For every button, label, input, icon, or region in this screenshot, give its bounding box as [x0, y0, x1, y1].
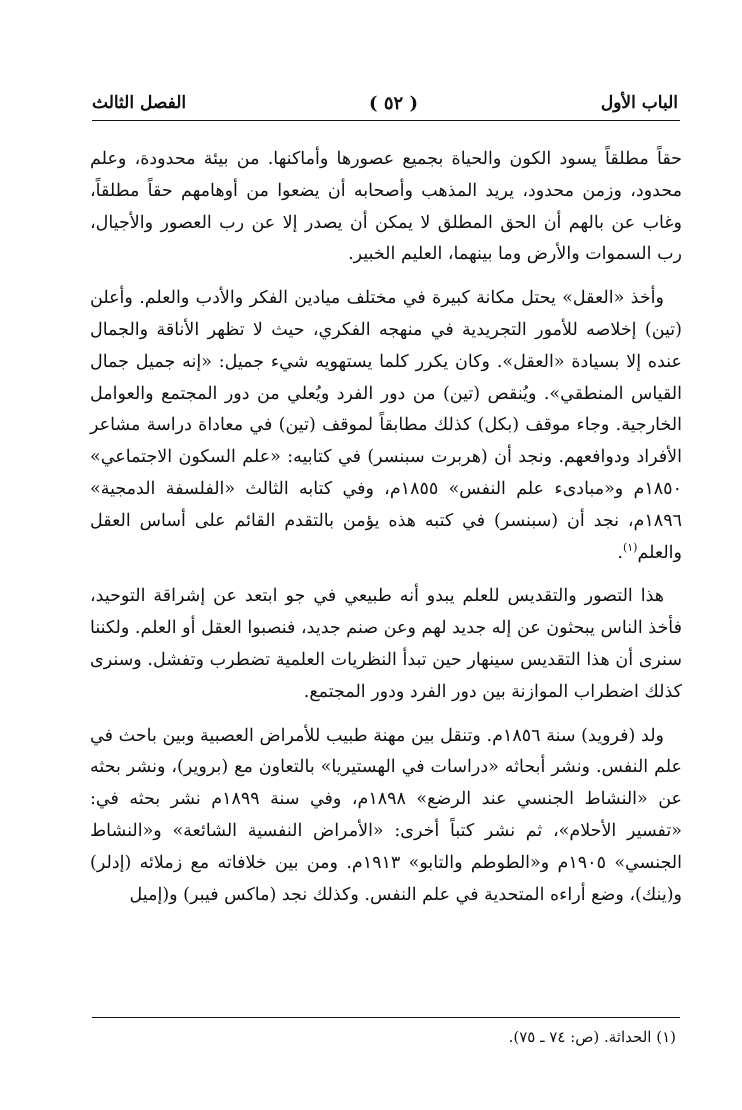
body-text — [90, 144, 682, 923]
page-number: ( ٥٢ ) — [369, 92, 418, 114]
running-head-chapter: الباب الأول — [600, 93, 678, 113]
page-header — [92, 88, 678, 118]
running-head-section: الفصل الثالث — [92, 93, 187, 113]
paragraph-4: ولد (فرويد) سنة ١٨٥٦م. وتنقل بين مهنة طبيب للأمراض العصبية وبين باحث في علم النفس. ونشر أبحاثه «دراسات في الهستيريا» بالتعاون مع (بروير)، ونشر بحثه عن «النشاط الجنسي عند الرضع» ١٨٩٨م، وفي سنة ١٨٩٩م نشر بحثه في: «تفسير الأحلام»، ثم نشر كتباً أخرى: «الأمراض النفسية الشائعة» و«النشاط الجنسي» ١٩٠٥م و«الطوطم والتابو» ١٩١٣م. ومن بين خلافاته مع زملائه (إدلر) و(ينك)، وضع أراءه المتحدية في علم النفس. وكذلك نجد (ماكس فيبر) و(إميل — [90, 725, 682, 905]
paragraph-3: هذا التصور والتقديس للعلم يبدو أنه طبيعي في جو ابتعد عن إشراقة التوحيد، فأخذ الناس يبحثون عن إله جديد لهم وعن صنم جديد، فنصبوا العقل أو العلم. ولكننا سنرى أن هذا التقديس سينهار حين تبدأ النظريات العلمية تضطرب وتفشل. وسنرى كذلك اضطراب الموازنة بين دور الفرد ودور المجتمع. — [90, 586, 682, 702]
footnote: (١) الحداثة. (ص: ٧٤ ـ ٧٥). — [508, 1028, 676, 1046]
header-divider — [92, 120, 680, 121]
paragraph-2-end: . — [617, 542, 623, 563]
paragraph-2-text: وأخذ «العقل» يحتل مكانة كبيرة في مختلف ميادين الفكر والأدب والعلم. وأعلن (تين) إخلاصه للأمور التجريدية في منهجه الفكري، حيث لا تظهر الأناقة والجمال عنده إلا بسيادة «العقل». وكان يكرر كلما يستهويه شيء جميل: «إنه جميل جمال القياس المنطقي». ويُنقص (تين) من دور الفرد ويُعلي من دور المجتمع والعوامل الخارجية. وجاء موقف (بكل) كذلك مطابقاً لموقف (تين) في معاداة دراسة مشاعر الأفراد ودوافعهم. ونجد أن (هربرت سبنسر) في كتابيه: «علم السكون الاجتماعي» ١٨٥٠م و«مبادىء علم النفس» ١٨٥٥م، وفي كتابه الثالث «الفلسفة الدمجية» ١٨٩٦م، نجد أن (سبنسر) في كتبه هذه يؤمن بالتقدم القائم على أساس العقل والعلم — [90, 288, 682, 563]
paragraph-2 — [90, 283, 682, 569]
footnote-divider — [92, 1017, 680, 1018]
paragraph-1: حقاً مطلقاً يسود الكون والحياة بجميع عصورها وأماكنها. من بيئة محدودة، وعلم محدود، وزمن محدود، يريد المذهب وأصحابه أن يضعوا من أوهامهم حقاً مطلقاً، وغاب عن بالهم أن الحق المطلق لا يمكن أن يصدر إلا عن رب العصور والأجيال، رب السموات والأرض وما بينهما، العليم الخبير. — [90, 149, 682, 265]
footnote-reference: (١) — [622, 540, 638, 554]
